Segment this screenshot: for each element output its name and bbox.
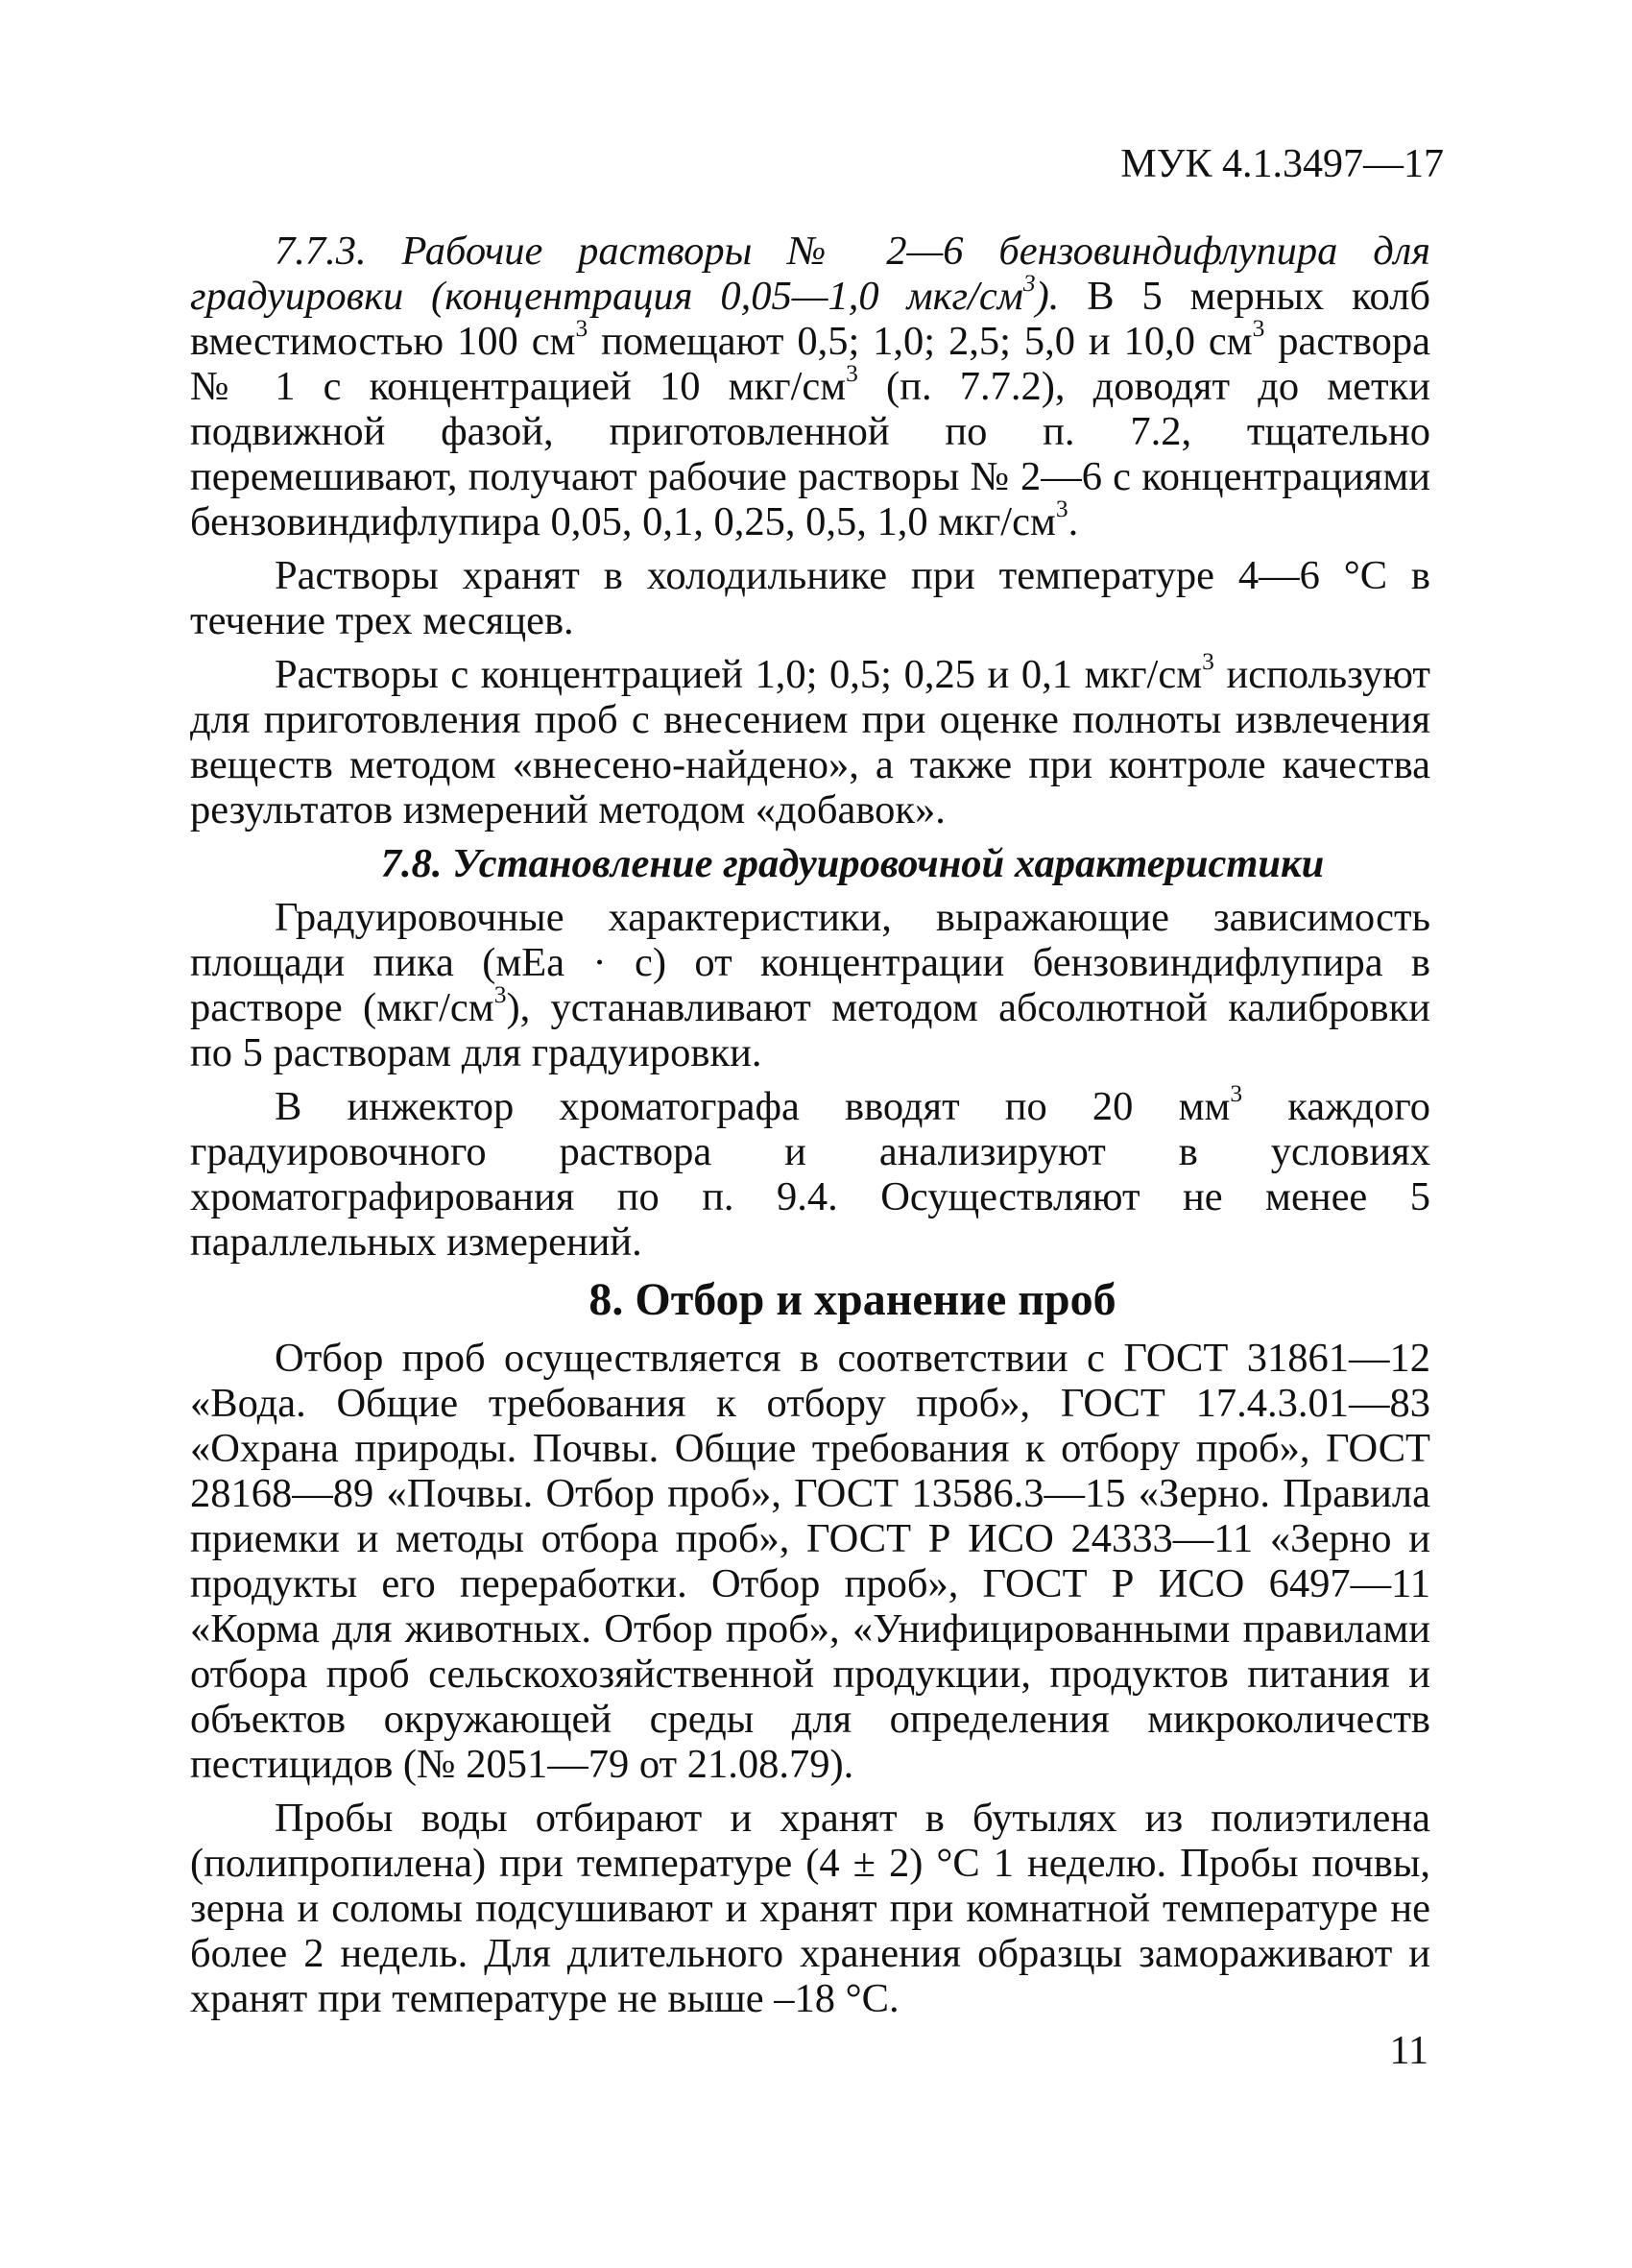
document-code: МУК 4.1.3497—17 (1120, 142, 1444, 186)
paragraph-sampling: Отбор проб осуществляется в соответствии с ГОСТ 31861—12 «Вода. Общие требования к отбору проб», ГОСТ 17.4.3.01—83 «Охрана природы. Почвы. Общие требования к отбору проб», ГОСТ 28168—89 «Почвы. Отбор проб», ГОСТ 13586.3—15 «Зерно. Правила приемки и методы отбора проб», ГОСТ Р ИСО 24333—11 «Зерно и продукты его переработки. Отбор проб», ГОСТ Р ИСО 6497—11 «Корма для животных. Отбор проб», «Унифицированными правилами отбора проб сельскохозяйственной продукции, продуктов питания и объектов окружающей среды для определения микроколичеств пестицидов (№ 2051—79 от 21.08.79). (190, 1336, 1430, 1787)
paragraph-text: . (1068, 499, 1079, 544)
paragraph-text: (п. 7.7.2), доводят до метки подвижной фазой, приготовленной по п. 7.2, тщательно перемешивают, получают рабочие растворы № 2—6 с концентрациями бензовиндифлупира 0,05, 0,1, 0,25, 0,5, 1,0 мкг/см (190, 364, 1430, 544)
superscript: 3 (1230, 1078, 1243, 1107)
superscript: 3 (1202, 646, 1214, 675)
paragraph-text: используют для приготовления проб с внесением при оценке полноты извлечения веществ методом «внесено-найдено», а также при контроле качества результатов измерений методом «добавок». (190, 652, 1431, 832)
paragraph-text: В инжектор хроматографа вводят по 20 мм (275, 1084, 1231, 1129)
paragraph-storage: Растворы хранят в холодильнике при температуре 4—6 °С в течение трех месяцев. (190, 553, 1430, 643)
superscript: 3 (493, 979, 507, 1008)
paragraph-7-7-3 (190, 229, 1430, 544)
superscript: 3 (1022, 268, 1036, 297)
section-title-7-7-3: Рабочие растворы № 2—6 бензовиндифлупира для градуировки (концентрация 0,05—1,0 мкг/см (190, 229, 1430, 319)
paragraph-text: В 5 мерных колб вместимостью 100 см (190, 274, 1430, 364)
section-heading-8: 8. Отбор и хранение проб (588, 1274, 1116, 1325)
paragraph-text: помещают 0,5; 1,0; 2,5; 5,0 и 10,0 см (588, 319, 1253, 364)
superscript: 3 (1055, 494, 1068, 522)
paragraph-sample-storage: Пробы воды отбирают и хранят в бутылях из полиэтилена (полипропилена) при температуре (4 ± 2) °С 1 неделю. Пробы почвы, зерна и соломы подсушивают и хранят при комнатной температуре не более 2 недель. Для длительного хранения образцы замораживают и хранят при температуре не выше –18 °С. (190, 1796, 1430, 2021)
paragraph-injection (190, 1078, 1430, 1265)
paragraph-calibration (190, 895, 1430, 1075)
section-heading-7-8: 7.8. Установление градуировочной характеристики (380, 841, 1325, 886)
paragraph-text: Градуировочные характеристики, выражающие зависимость площади пика (мЕа · с) от концентрации бензовиндифлупира в растворе (мкг/см (190, 895, 1430, 1030)
section-title-end: ). (1035, 274, 1060, 319)
paragraph-text: каждого градуировочного раствора и анализируют в условиях хроматографирования по п. 9.4. Осуществляют не менее 5 параллельных измерений. (190, 1084, 1430, 1265)
paragraph-text: Растворы с концентрацией 1,0; 0,5; 0,25 и 0,1 мкг/см (275, 652, 1203, 697)
section-number-7-7-3: 7.7.3. (275, 229, 367, 274)
paragraph-usage (190, 646, 1431, 832)
paragraph-text: ), устанавливают методом абсолютной калибровки по 5 растворам для градуировки. (190, 985, 1430, 1075)
page-number: 11 (1389, 2029, 1428, 2073)
paragraph-text: раствора № 1 с концентрацией 10 мкг/см (190, 319, 1430, 409)
page-body (190, 229, 1430, 2030)
superscript: 3 (575, 313, 588, 342)
superscript: 3 (1252, 313, 1265, 342)
superscript: 3 (846, 358, 858, 387)
